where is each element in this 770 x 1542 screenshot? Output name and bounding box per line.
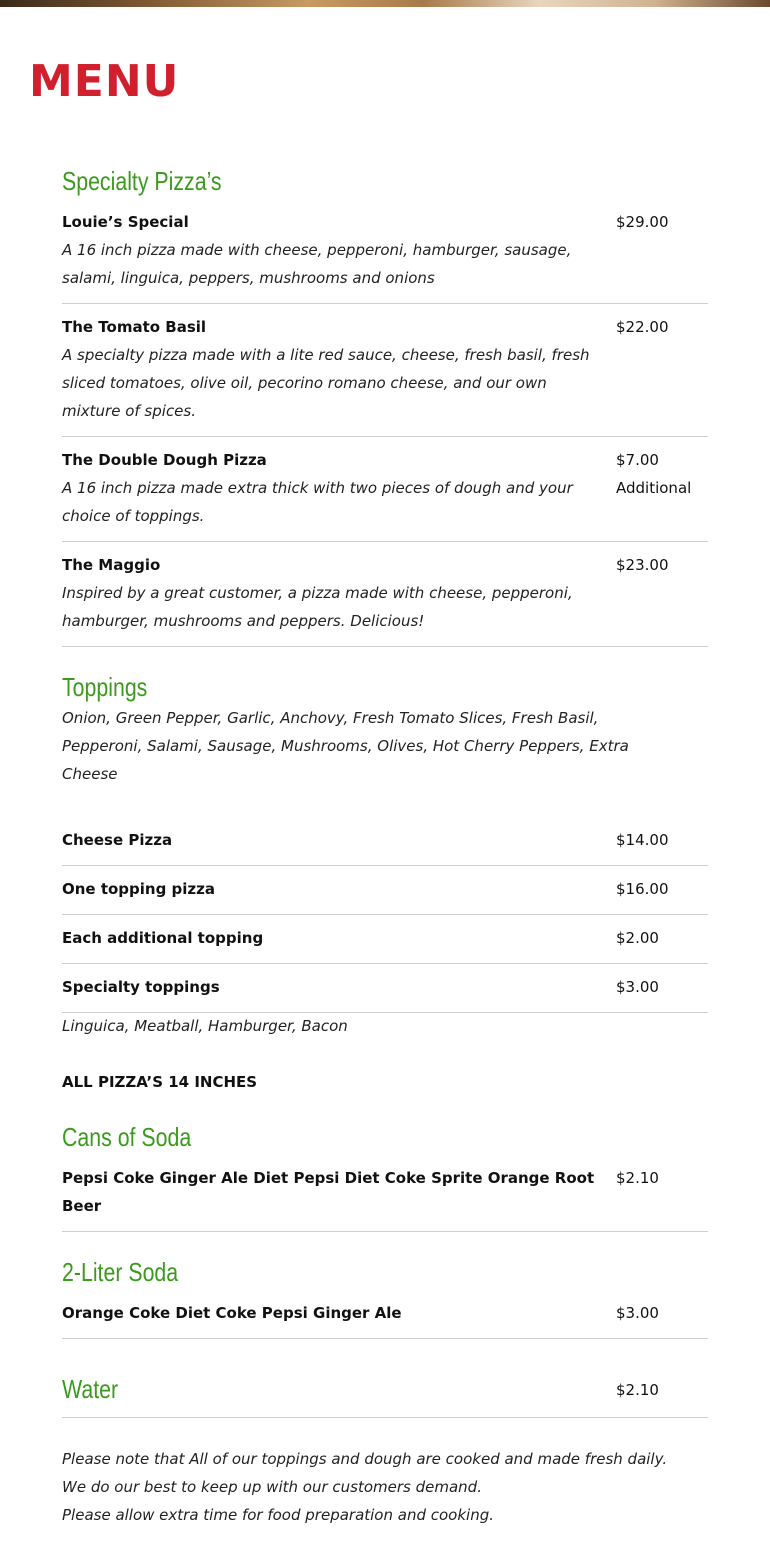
item-desc-louies-special: A 16 inch pizza made with cheese, pepperoni, hamburger, sausage, salami, linguica, peppers, mushrooms and onions [62, 241, 572, 287]
divider [62, 1231, 708, 1232]
footer-note-line-1: Please note that All of our toppings and dough are cooked and made fresh daily. [62, 1450, 668, 1468]
divider [62, 963, 708, 964]
item-name-cheese-pizza: Cheese Pizza [62, 831, 173, 849]
item-price-2liter: $3.00 [616, 1304, 659, 1322]
item-name-maggio: The Maggio [62, 556, 161, 574]
item-name-louies-special: Louie’s Special [62, 213, 189, 231]
page-title: MENU [29, 56, 180, 107]
footer-note-line-2: We do our best to keep up with our customers demand. [62, 1478, 482, 1496]
item-price-water: $2.10 [616, 1381, 659, 1399]
item-name-double-dough: The Double Dough Pizza [62, 451, 267, 469]
section-title-cans: Cans of Soda [62, 1122, 192, 1152]
divider [62, 865, 708, 866]
item-name-2liter: Orange Coke Diet Coke Pepsi Ginger Ale [62, 1304, 402, 1322]
item-price-specialty-toppings: $3.00 [616, 978, 659, 996]
item-price-one-topping: $16.00 [616, 880, 669, 898]
item-price-each-additional: $2.00 [616, 929, 659, 947]
divider [62, 914, 708, 915]
section-title-specialty: Specialty Pizza’s [62, 166, 222, 196]
divider [62, 646, 708, 647]
footer-note-line-3: Please allow extra time for food preparation and cooking. [62, 1506, 495, 1524]
toppings-list: Onion, Green Pepper, Garlic, Anchovy, Fresh Tomato Slices, Fresh Basil, Pepperoni, Salami, Sausage, Mushrooms, Olives, Hot Cherry Peppers, Extra Cheese [62, 709, 629, 783]
specialty-toppings-list: Linguica, Meatball, Hamburger, Bacon [62, 1017, 348, 1035]
item-desc-double-dough: A 16 inch pizza made extra thick with two pieces of dough and your choice of toppings. [62, 479, 573, 525]
item-price-note-double-dough: Additional [616, 479, 692, 497]
item-desc-tomato-basil: A specialty pizza made with a lite red sauce, cheese, fresh basil, fresh sliced tomatoes, olive oil, pecorino romano cheese, and our own mixture of spices. [62, 346, 590, 420]
item-price-double-dough: $7.00 [616, 451, 659, 469]
item-name-each-additional: Each additional topping [62, 929, 264, 947]
item-name-one-topping: One topping pizza [62, 880, 216, 898]
divider [62, 1338, 708, 1339]
section-title-2liter: 2-Liter Soda [62, 1257, 179, 1287]
item-name-cans: Pepsi Coke Ginger Ale Diet Pepsi Diet Coke Sprite Orange Root Beer [62, 1169, 595, 1215]
divider [62, 1417, 708, 1418]
divider [62, 436, 708, 437]
item-name-tomato-basil: The Tomato Basil [62, 318, 207, 336]
item-price-louies-special: $29.00 [616, 213, 669, 231]
item-price-maggio: $23.00 [616, 556, 669, 574]
section-title-water: Water [62, 1374, 119, 1404]
item-desc-maggio: Inspired by a great customer, a pizza made with cheese, pepperoni, hamburger, mushrooms and peppers. Delicious! [62, 584, 573, 630]
size-note: ALL PIZZA’S 14 INCHES [62, 1073, 258, 1091]
item-price-cans: $2.10 [616, 1169, 659, 1187]
header-image-strip [0, 0, 770, 7]
divider [62, 303, 708, 304]
item-name-specialty-toppings: Specialty toppings [62, 978, 220, 996]
section-title-toppings: Toppings [62, 672, 148, 702]
item-price-tomato-basil: $22.00 [616, 318, 669, 336]
divider [62, 541, 708, 542]
item-price-cheese-pizza: $14.00 [616, 831, 669, 849]
